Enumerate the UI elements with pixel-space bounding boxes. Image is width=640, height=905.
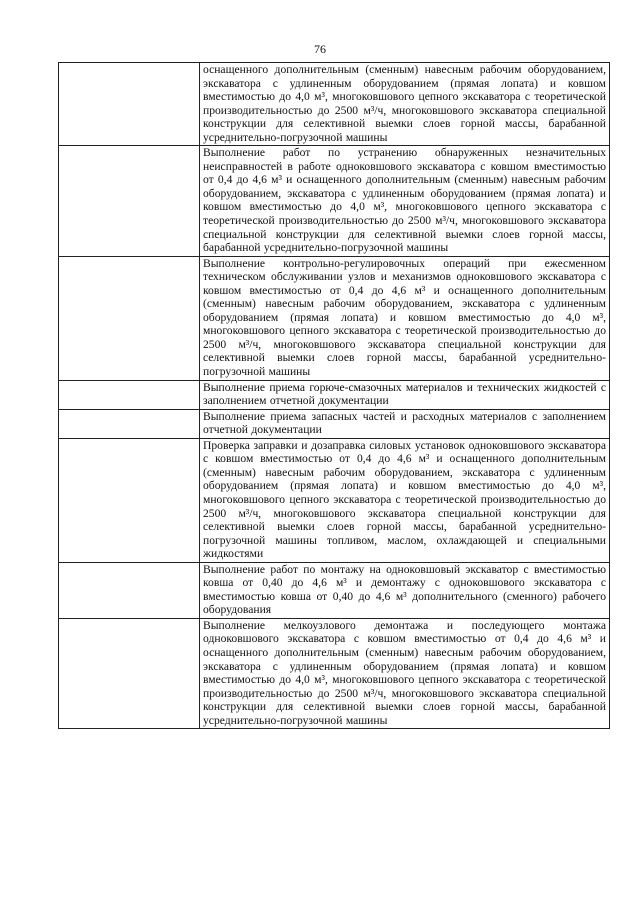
action-cell: Выполнение работ по монтажу на одноковшовый экскаватор с вместимостью ковша от 0,40 до 4,6 м³ и демонтажу с одноковшового экскаватора с вместимостью ковша от 0,40 до 4,6 м³ дополнительного (сменного) рабочего оборудования: [200, 562, 610, 618]
table-row: [59, 562, 610, 618]
action-cell: Проверка заправки и дозаправка силовых установок одноковшового экскаватора с ковшом вместимостью от 0,4 до 4,6 м³ и оснащенного дополнительным (сменным) навесным рабочим оборудованием, экскаватора с удлиненным оборудованием (прямая лопата) и ковшом вместимостью до 4,0 м³, многоковшового цепного экскаватора с теоретической производительностью до 2500 м³/ч, многоковшового экскаватора специальной конструкции для селективной выемки слоев горной массы, барабанной усреднительно-погрузочной машины топливом, маслом, охлаждающей и специальными жидкостями: [200, 438, 610, 562]
left-cell-empty: [59, 146, 200, 256]
table-row: [59, 618, 610, 728]
left-cell-empty: [59, 562, 200, 618]
table-row: [59, 63, 610, 146]
action-cell: Выполнение работ по устранению обнаруженных незначительных неисправностей в работе одноковшового экскаватора с ковшом вместимостью от 0,4 до 4,6 м³ и оснащенного дополнительным (сменным) навесным рабочим оборудованием, экскаватора с удлиненным оборудованием (прямая лопата) и ковшом вместимостью до 4,0 м³, многоковшового цепного экскаватора с теоретической производительностью до 2500 м³/ч, многоковшового экскаватора специальной конструкции для селективной выемки слоев горной массы, барабанной усреднительно-погрузочной машины: [200, 146, 610, 256]
action-cell: Выполнение приема горюче-смазочных материалов и технических жидкостей с заполнением отчетной документации: [200, 380, 610, 409]
table-row: [59, 256, 610, 380]
left-cell-empty: [59, 438, 200, 562]
page-number: 76: [314, 42, 326, 56]
left-cell-empty: [59, 380, 200, 409]
table-row: [59, 438, 610, 562]
table-row: [59, 146, 610, 256]
left-cell-empty: [59, 409, 200, 438]
action-cell: оснащенного дополнительным (сменным) навесным рабочим оборудованием, экскаватора с удлиненным оборудованием (прямая лопата) и ковшом вместимостью до 4,0 м³, многоковшового цепного экскаватора с теоретической производительностью до 2500 м³/ч, многоковшового экскаватора специальной конструкции для селективной выемки слоев горной массы, барабанной усреднительно-погрузочной машины: [200, 63, 610, 146]
action-cell: Выполнение контрольно-регулировочных операций при ежесменном техническом обслуживании узлов и механизмов одноковшового экскаватора с ковшом вместимостью от 0,4 до 4,6 м³ и оснащенного дополнительным (сменным) навесным рабочим оборудованием, экскаватора с удлиненным оборудованием (прямая лопата) и ковшом вместимостью до 4,0 м³, многоковшового цепного экскаватора с теоретической производительностью до 2500 м³/ч, многоковшового экскаватора специальной конструкции для селективной выемки слоев горной массы, барабанной усреднительно-погрузочной машины: [200, 256, 610, 380]
action-cell: Выполнение мелкоузлового демонтажа и последующего монтажа одноковшового экскаватора с ковшом вместимостью от 0,4 до 4,6 м³ и оснащенного дополнительным (сменным) навесным рабочим оборудованием, экскаватора с удлиненным оборудованием (прямая лопата) и ковшом вместимостью до 4,0 м³, многоковшового цепного экскаватора с теоретической производительностью до 2500 м³/ч, многоковшового экскаватора специальной конструкции для селективной выемки слоев горной массы, барабанной усреднительно-погрузочной машины: [200, 618, 610, 728]
left-cell-empty: [59, 618, 200, 728]
labor-actions-table: [58, 62, 610, 729]
table-row: [59, 380, 610, 409]
left-cell-empty: [59, 63, 200, 146]
table-row: [59, 409, 610, 438]
left-cell-empty: [59, 256, 200, 380]
action-cell: Выполнение приема запасных частей и расходных материалов с заполнением отчетной документации: [200, 409, 610, 438]
